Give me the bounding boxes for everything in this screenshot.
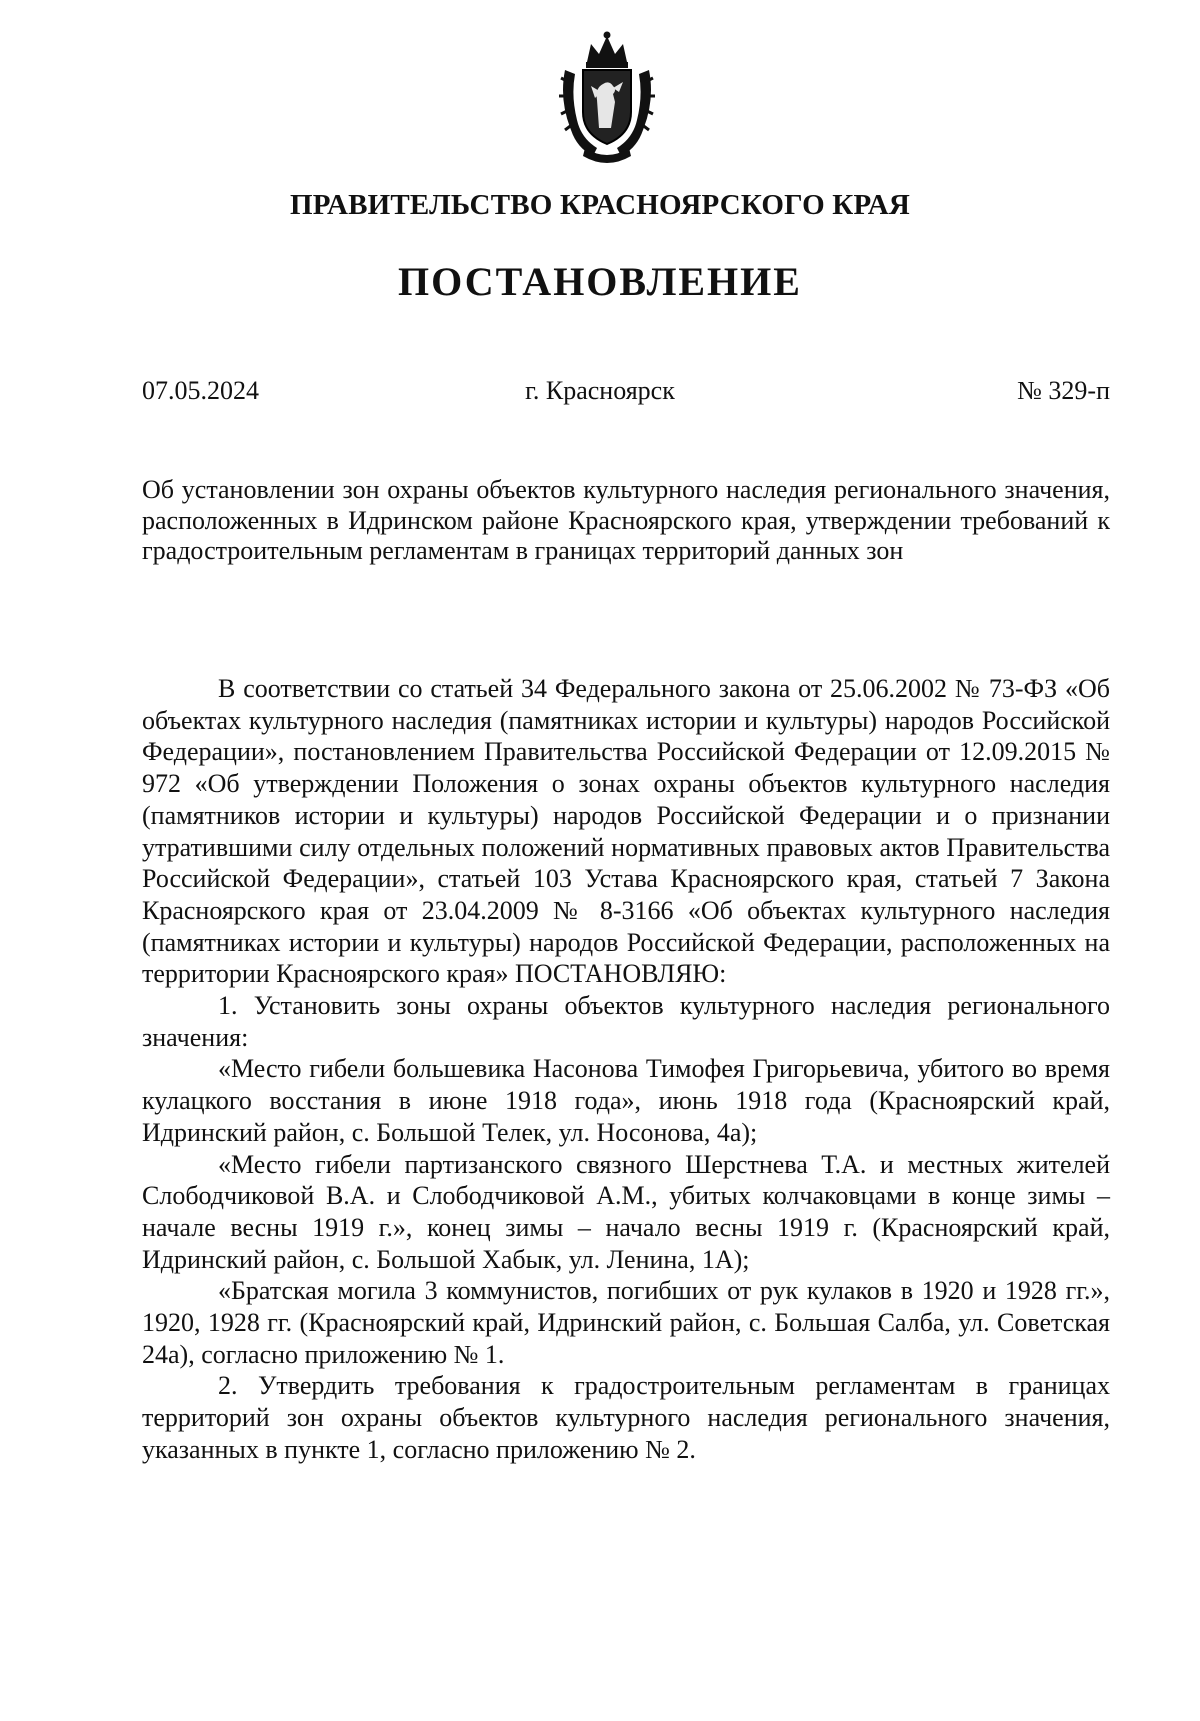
document-number: № 329-п xyxy=(1017,376,1110,405)
organization-name: ПРАВИТЕЛЬСТВО КРАСНОЯРСКОГО КРАЯ xyxy=(289,189,911,221)
body-paragraph-object-2: «Место гибели партизанского связного Шерстнева Т.А. и местных жителей Слободчиковой В.А. и Слободчиковой А.М., убитых колчаковцами в конце зимы – начале весны 1919 г.», конец зимы – начало весны 1919 г. (Красноярский край, Идринский район, с. Большой Хабык, ул. Ленина, 1А); xyxy=(142,1149,1110,1274)
coat-of-arms-emblem xyxy=(557,30,657,165)
document-date: 07.05.2024 xyxy=(142,376,259,405)
body-paragraph-object-3: «Братская могила 3 коммунистов, погибших от рук кулаков в 1920 и 1928 гг.», 1920, 1928 гг. (Красноярский край, Идринский район, с. Большая Салба, ул. Советская 24а), согласно приложению № 1. xyxy=(142,1276,1110,1369)
document-city: г. Красноярск xyxy=(525,376,675,405)
body-paragraph-item-1: 1. Установить зоны охраны объектов культурного наследия регионального значения: xyxy=(142,991,1110,1052)
document-type-title: ПОСТАНОВЛЕНИЕ xyxy=(398,259,802,304)
body-paragraph-preamble: В соответствии со статьей 34 Федерального закона от 25.06.2002 № 73-ФЗ «Об объектах культурного наследия (памятниках истории и культуры) народов Российской Федерации», постановлением Правительства Российской Федерации от 12.09.2015 № 972 «Об утверждении Положения о зонах охраны объектов культурного наследия (памятников истории и культуры) народов Российской Федерации и о признании утратившими силу отдельных положений нормативных правовых актов Правительства Российской Федерации», статьей 103 Устава Красноярского края, статьей 7 Закона Красноярского края от 23.04.2009 № 8-3166 «Об объектах культурного наследия (памятниках истории и культуры) народов Российской Федерации, расположенных на территории Красноярского края» ПОСТАНОВЛЯЮ: xyxy=(142,674,1110,989)
document-body xyxy=(142,673,1110,1466)
body-paragraph-item-2: 2. Утвердить требования к градостроительным регламентам в границах территорий зон охраны объектов культурного наследия регионального значения, указанных в пункте 1, согласно приложению № 2. xyxy=(142,1371,1110,1464)
document-subject: Об установлении зон охраны объектов культурного наследия регионального значения, расположенных в Идринском районе Красноярского края, утверждении требований к градостроительным регламентам в границах территорий данных зон xyxy=(142,475,1110,565)
body-paragraph-object-1: «Место гибели большевика Насонова Тимофея Григорьевича, убитого во время кулацкого восстания в июне 1918 года», июнь 1918 года (Красноярский край, Идринский район, с. Большой Телек, ул. Носонова, 4а); xyxy=(142,1054,1110,1147)
